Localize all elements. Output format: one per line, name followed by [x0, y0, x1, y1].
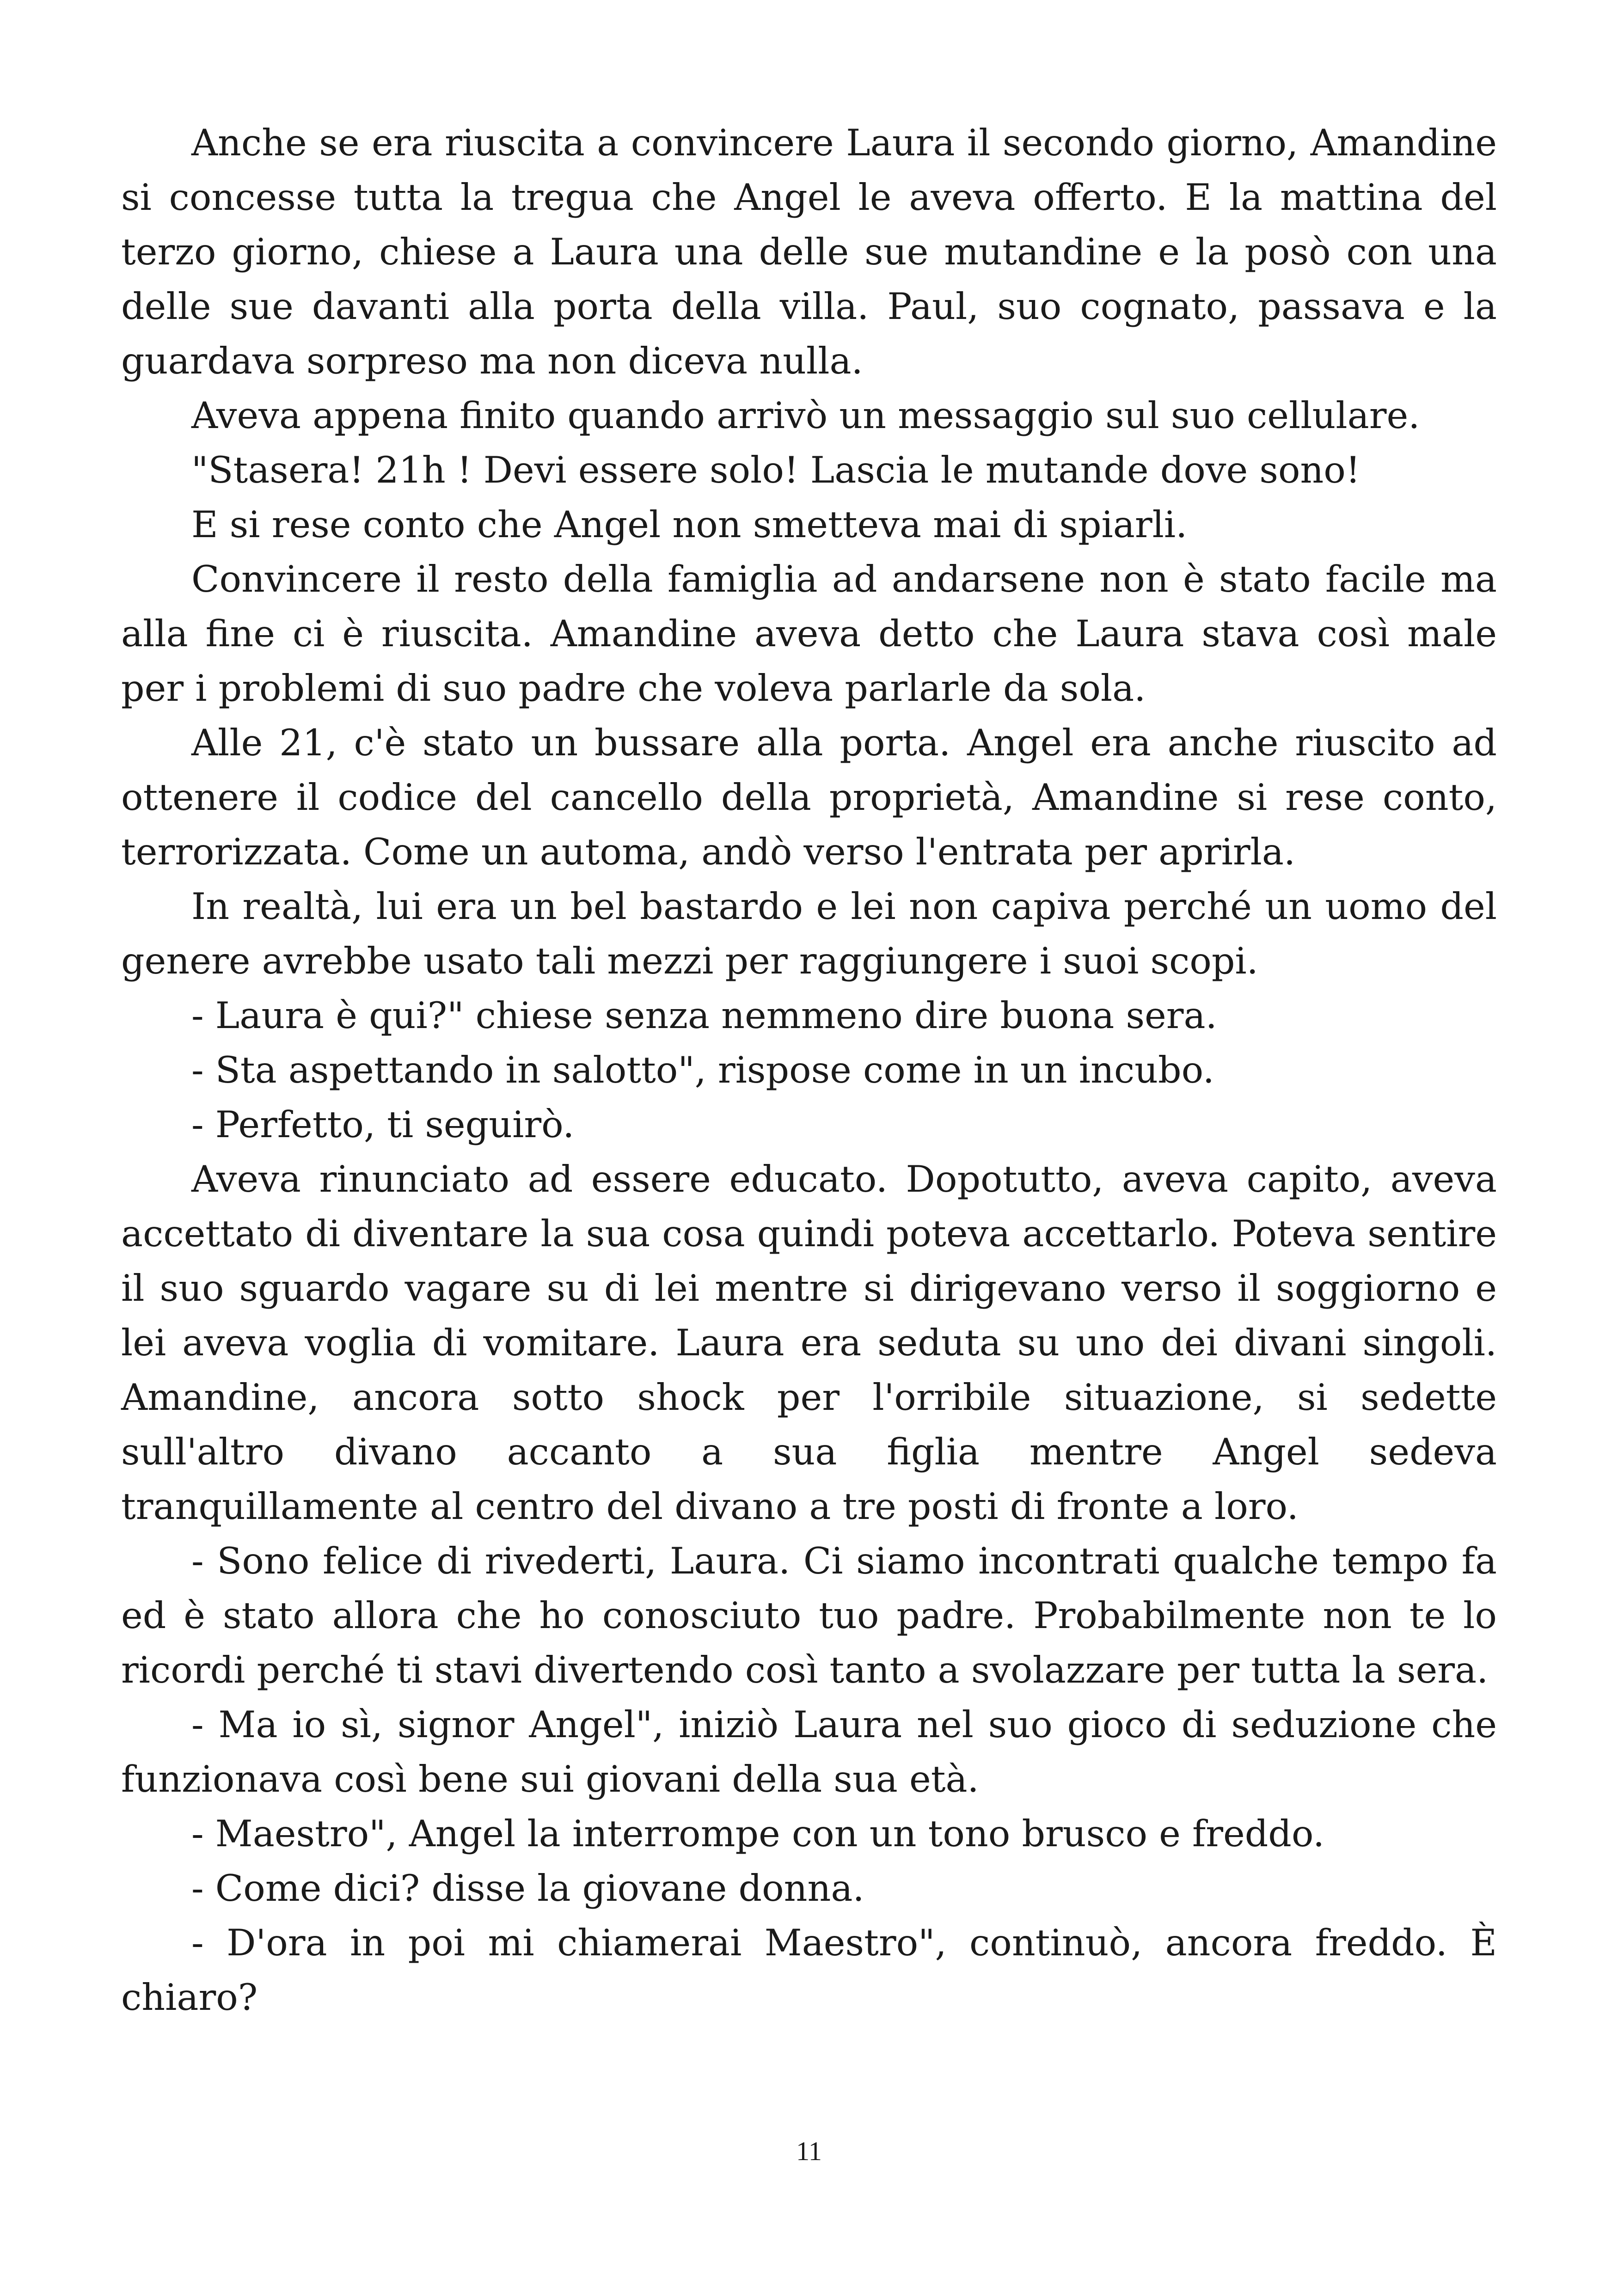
paragraph-11: Aveva rinunciato ad essere educato. Dopotutto, aveva capito, aveva accettato di diventare la sua cosa quindi poteva accettarlo. Poteva sentire il suo sguardo vagare su di lei mentre si dirigevano verso il soggiorno e lei aveva voglia di vomitare. Laura era seduta su uno dei divani singoli. Amandine, ancora sotto shock per l'orribile situazione, si sedette sull'altro divano accanto a sua figlia mentre Angel sedeva tranquillamente al centro del divano a tre posti di fronte a loro.: [121, 1158, 1497, 1528]
paragraph-5: Convincere il resto della famiglia ad andarsene non è stato facile ma alla fine ci è riuscita. Amandine aveva detto che Laura stava così male per i problemi di suo padre che voleva parlarle da sola.: [121, 558, 1497, 710]
paragraph-2: Aveva appena finito quando arrivò un messaggio sul suo cellulare.: [191, 394, 1420, 437]
paragraph-1: Anche se era riuscita a convincere Laura il secondo giorno, Amandine si concesse tutta la tregua che Angel le aveva offerto. E la mattina del terzo giorno, chiese a Laura una delle sue mutandine e la posò con una delle sue davanti alla porta della villa. Paul, suo cognato, passava e la guardava sorpreso ma non diceva nulla.: [121, 122, 1497, 382]
paragraph-7: In realtà, lui era un bel bastardo e lei non capiva perché un uomo del genere avrebbe usato tali mezzi per raggiungere i suoi scopi.: [121, 885, 1497, 982]
page-number: 11: [796, 2136, 822, 2166]
paragraph-12: - Sono felice di rivederti, Laura. Ci siamo incontrati qualche tempo fa ed è stato allora che ho conosciuto tuo padre. Probabilmente non te lo ricordi perché ti stavi divertendo così tanto a svolazzare per tutta la sera.: [121, 1540, 1497, 1691]
paragraph-3: "Stasera! 21h ! Devi essere solo! Lascia le mutande dove sono!: [191, 449, 1361, 491]
body-text: [121, 116, 1497, 2025]
paragraph-16: - D'ora in poi mi chiamerai Maestro", continuò, ancora freddo. È chiaro?: [121, 1922, 1497, 2019]
paragraph-8: - Laura è qui?" chiese senza nemmeno dire buona sera.: [191, 994, 1217, 1037]
paragraph-10: - Perfetto, ti seguirò.: [191, 1103, 575, 1146]
paragraph-4: E si rese conto che Angel non smetteva mai di spiarli.: [191, 503, 1188, 546]
paragraph-13: - Ma io sì, signor Angel", iniziò Laura nel suo gioco di seduzione che funzionava così bene sui giovani della sua età.: [121, 1703, 1497, 1800]
paragraph-15: - Come dici? disse la giovane donna.: [191, 1867, 864, 1910]
paragraph-9: - Sta aspettando in salotto", rispose come in un incubo.: [191, 1049, 1214, 1091]
paragraph-14: - Maestro", Angel la interrompe con un tono brusco e freddo.: [191, 1812, 1325, 1855]
paragraph-6: Alle 21, c'è stato un bussare alla porta. Angel era anche riuscito ad ottenere il codice del cancello della proprietà, Amandine si rese conto, terrorizzata. Come un automa, andò verso l'entrata per aprirla.: [121, 722, 1497, 873]
